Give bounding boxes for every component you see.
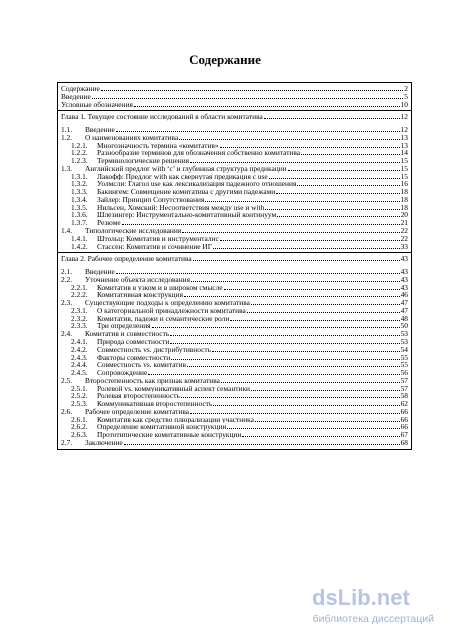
toc-entry-page: 15: [400, 172, 408, 181]
toc-dot-leader: [152, 327, 400, 328]
toc-dot-leader: [269, 178, 400, 179]
toc-entry-page: 66: [400, 407, 408, 416]
toc-entry[interactable]: [61, 431, 408, 439]
toc-dot-leader: [124, 444, 400, 445]
toc-entry-number: 1.3.: [61, 164, 73, 173]
toc-entry-page: 2: [404, 85, 408, 93]
toc-dot-leader: [221, 382, 400, 383]
toc-entry-label: Существующие подходы к определению комитатива: [85, 299, 250, 307]
toc-entry-number: 1.3.1.: [71, 172, 88, 181]
toc-entry-label: Уолмсли: Глагол use как лексикализация падежного отношения: [97, 180, 297, 189]
toc-entry-number: 2.4.3.: [71, 353, 88, 362]
toc-entry-number: 2.6.3.: [71, 431, 88, 439]
toc-entry-label: Введение: [85, 268, 115, 276]
toc-entry-label: Комитатив в узком и в широком смысле: [97, 283, 223, 292]
toc-entry[interactable]: [61, 149, 408, 157]
toc-entry[interactable]: [61, 101, 408, 109]
toc-entry-page: 33: [400, 242, 408, 251]
toc-dot-leader: [101, 90, 404, 91]
toc-entry-number: 2.1.: [61, 268, 73, 276]
toc-dot-leader: [148, 374, 399, 375]
toc-dot-leader: [179, 139, 399, 140]
toc-dot-leader: [251, 390, 400, 391]
toc-dot-leader: [230, 320, 399, 321]
toc-entry-page: 55: [400, 361, 408, 370]
toc-entry[interactable]: [61, 211, 408, 219]
chapter2-list: [58, 253, 411, 448]
toc-entry-label: Ролевая второстепенность: [97, 392, 180, 401]
toc-entry-number: 1.3.3.: [71, 188, 88, 196]
toc-entry-number: 2.6.1.: [71, 415, 88, 424]
toc-entry-number: 2.6.: [61, 407, 73, 416]
toc-entry-number: 2.3.2.: [71, 314, 88, 323]
toc-entry-label: Введение: [61, 92, 91, 101]
toc-entry-number: 2.5.3.: [71, 400, 88, 408]
toc-dot-leader: [171, 359, 399, 360]
toc-entry-page: 15: [400, 157, 408, 165]
toc-entry-page: 13: [400, 133, 408, 142]
toc-entry-number: 2.2.2.: [71, 291, 88, 300]
table-of-contents: [57, 82, 412, 450]
toc-dot-leader: [247, 312, 400, 313]
toc-dot-leader: [220, 240, 400, 241]
toc-entry-label: Совместность vs. дистрибутивность: [97, 345, 211, 354]
toc-entry[interactable]: [61, 369, 408, 377]
toc-entry[interactable]: [61, 408, 408, 416]
toc-entry-number: 2.4.2.: [71, 345, 88, 354]
toc-entry-label: Резюме: [97, 219, 121, 228]
toc-entry[interactable]: [61, 291, 408, 299]
toc-dot-leader: [170, 343, 399, 344]
toc-dot-leader: [191, 281, 400, 282]
toc-entry-label: Коммуникативная второстепенность: [97, 400, 213, 408]
toc-entry-page: 5: [404, 92, 408, 101]
toc-entry-page: 20: [400, 211, 408, 220]
toc-entry[interactable]: [61, 416, 408, 424]
toc-entry-number: 2.4.5.: [71, 369, 88, 377]
toc-entry-label: Стассен: Комитатив и сочинение ИГ: [97, 242, 213, 251]
toc-entry-number: 1.4.: [61, 227, 73, 235]
toc-entry-page: 53: [400, 337, 408, 346]
toc-entry-number: 1.3.4.: [71, 195, 88, 204]
toc-entry[interactable]: [61, 330, 408, 338]
toc-entry-page: 12: [400, 113, 408, 122]
toc-entry-number: 2.2.: [61, 275, 73, 284]
toc-entry-page: 15: [400, 164, 408, 173]
toc-dot-leader: [190, 162, 400, 163]
toc-entry-label: Глава 2. Рабочее определение комитатива: [61, 255, 192, 264]
toc-entry[interactable]: [61, 157, 408, 165]
toc-entry-page: 12: [400, 126, 408, 134]
toc-entry-page: 57: [400, 376, 408, 385]
toc-entry-page: 13: [400, 141, 408, 150]
toc-entry-label: Содержание: [61, 85, 100, 93]
toc-entry[interactable]: [61, 276, 408, 284]
toc-entry-number: 1.2.2.: [71, 149, 88, 158]
toc-entry-number: 2.3.1.: [71, 306, 88, 315]
toc-entry-number: 2.4.4.: [71, 361, 88, 370]
toc-entry-page: 55: [400, 353, 408, 362]
toc-entry-number: 1.2.1.: [71, 141, 88, 150]
toc-entry-label: Английский предлог with ‘с’ и глубинная структура предикации: [85, 164, 287, 173]
toc-entry[interactable]: [61, 243, 408, 251]
toc-entry-page: 43: [400, 275, 408, 284]
toc-entry-page: 68: [400, 438, 408, 447]
toc-entry[interactable]: [61, 439, 408, 447]
toc-entry-page: 66: [400, 415, 408, 424]
toc-entry[interactable]: [61, 204, 408, 212]
toc-entry-label: Условные обозначения: [61, 100, 133, 109]
toc-dot-leader: [301, 154, 400, 155]
toc-entry-page: 50: [400, 322, 408, 331]
toc-dot-leader: [288, 170, 400, 171]
toc-entry[interactable]: [61, 255, 408, 263]
chapter1-list: [58, 111, 411, 252]
toc-entry-label: Шлезингер: Инструментально-комитативный континуум: [97, 211, 277, 220]
toc-dot-leader: [181, 397, 400, 398]
toc-entry-number: 1.3.7.: [71, 219, 88, 228]
toc-entry[interactable]: [61, 377, 408, 385]
toc-entry-page: 67: [400, 431, 408, 439]
toc-entry-number: 1.4.1.: [71, 234, 88, 243]
toc-entry[interactable]: [61, 93, 408, 101]
toc-entry[interactable]: [61, 385, 408, 393]
toc-entry-page: 47: [400, 299, 408, 307]
toc-dot-leader: [276, 193, 399, 194]
toc-entry-page: 18: [400, 203, 408, 212]
toc-entry-number: 1.3.2.: [71, 180, 88, 189]
toc-entry-label: Зайлер: Принцип Сопутствования: [97, 195, 205, 204]
toc-entry-label: Терминологические решения: [97, 157, 190, 165]
toc-entry[interactable]: [61, 268, 408, 276]
toc-entry-page: 54: [400, 345, 408, 354]
toc-entry[interactable]: [61, 423, 408, 431]
toc-dot-leader: [122, 224, 400, 225]
toc-entry-number: 2.3.: [61, 299, 73, 307]
toc-entry-number: 2.5.: [61, 376, 73, 385]
toc-entry-number: 1.4.2.: [71, 242, 88, 251]
toc-entry-label: Три определения: [97, 322, 151, 331]
toc-entry-number: 2.2.1.: [71, 283, 88, 292]
toc-dot-leader: [227, 428, 399, 429]
toc-entry-page: 43: [400, 255, 408, 264]
toc-entry-number: 2.5.1.: [71, 384, 88, 393]
toc-dot-leader: [297, 185, 399, 186]
toc-entry-page: 57: [400, 384, 408, 393]
toc-entry[interactable]: [61, 134, 408, 142]
toc-dot-leader: [116, 273, 400, 274]
toc-entry-page: 43: [400, 268, 408, 276]
toc-entry[interactable]: [61, 299, 408, 307]
toc-dot-leader: [92, 98, 404, 99]
toc-entry-label: Факторы совместности: [97, 353, 171, 362]
toc-entry-label: Уточнение объекта исследования: [85, 275, 190, 284]
toc-entry-number: 1.3.6.: [71, 211, 88, 220]
toc-dot-leader: [205, 201, 399, 202]
toc-entry[interactable]: [61, 165, 408, 173]
toc-dot-leader: [116, 131, 400, 132]
toc-entry[interactable]: [61, 322, 408, 330]
toc-entry-page: 14: [400, 149, 408, 158]
toc-entry-page: 62: [400, 400, 408, 408]
toc-entry-label: Определение комитативной конструкции: [97, 423, 227, 432]
toc-entry-number: 2.6.2.: [71, 423, 88, 432]
toc-entry[interactable]: [61, 354, 408, 362]
toc-entry-page: 53: [400, 330, 408, 338]
toc-entry-label: Ролевой vs. коммуникативный аспект семантики: [97, 384, 251, 393]
toc-entry[interactable]: [61, 338, 408, 346]
toc-dot-leader: [277, 216, 399, 217]
toc-entry-number: 1.1.: [61, 126, 73, 134]
front-matter-list: [58, 83, 411, 110]
toc-dot-leader: [212, 351, 400, 352]
toc-entry-number: 2.5.2.: [71, 392, 88, 401]
page-title: Содержание: [189, 52, 261, 67]
toc-entry-label: О категориальной принадлежности комитатива: [97, 306, 246, 315]
toc-entry-page: 22: [400, 227, 408, 235]
toc-dot-leader: [264, 118, 400, 119]
toc-entry-label: Комитатив как средство плюрализации участника: [97, 415, 254, 424]
toc-entry-page: 18: [400, 188, 408, 196]
toc-entry-label: Глава 1. Текущее состояние исследований в области комитатива: [61, 113, 263, 122]
toc-entry-page: 22: [400, 234, 408, 243]
toc-entry[interactable]: [61, 361, 408, 369]
toc-entry-page: 16: [400, 180, 408, 189]
toc-entry-label: Второстепенность как признак комитатива: [85, 376, 220, 385]
toc-entry-number: 1.2.: [61, 133, 73, 142]
toc-entry-label: Комитативная конструкция: [97, 291, 183, 300]
toc-dot-leader: [242, 436, 399, 437]
toc-entry[interactable]: [61, 284, 408, 292]
toc-entry[interactable]: [61, 219, 408, 227]
toc-dot-leader: [213, 405, 399, 406]
toc-entry-label: Комитатив и совместность: [85, 330, 170, 338]
toc-entry[interactable]: [61, 392, 408, 400]
toc-entry-label: Типологические исследования: [85, 227, 182, 235]
toc-entry-label: О наименованиях комитатива: [85, 133, 179, 142]
toc-entry-label: Бакингем: Совмещение комитатива с другими падежами: [97, 188, 276, 196]
toc-entry-number: 1.2.3.: [71, 157, 88, 165]
toc-entry-page: 58: [400, 392, 408, 401]
toc-entry[interactable]: [61, 85, 408, 93]
toc-entry-label: Комитатив, падежи и семантические роли: [97, 314, 230, 323]
toc-entry-page: 48: [400, 314, 408, 323]
toc-entry[interactable]: [61, 180, 408, 188]
toc-entry-number: 2.4.1.: [71, 337, 88, 346]
toc-entry-label: Рабочее определение комитатива: [85, 407, 190, 416]
toc-entry[interactable]: [61, 227, 408, 235]
toc-entry[interactable]: [61, 113, 408, 121]
toc-entry[interactable]: [61, 173, 408, 181]
toc-dot-leader: [170, 335, 399, 336]
toc-entry-page: 18: [400, 195, 408, 204]
toc-dot-leader: [190, 413, 400, 414]
toc-entry[interactable]: [61, 346, 408, 354]
toc-entry-label: Многозначность термина «комитатив»: [97, 141, 219, 150]
toc-entry[interactable]: [61, 196, 408, 204]
toc-entry-number: 2.4.: [61, 330, 73, 338]
toc-entry-label: Совместность vs. комитатив: [97, 361, 186, 370]
toc-entry-page: 47: [400, 306, 408, 315]
toc-entry[interactable]: [61, 315, 408, 323]
toc-entry[interactable]: [61, 235, 408, 243]
toc-dot-leader: [193, 260, 400, 261]
watermark: [306, 583, 436, 627]
toc-entry-page: 46: [400, 291, 408, 300]
toc-dot-leader: [184, 296, 400, 297]
toc-dot-leader: [182, 232, 399, 233]
toc-entry-page: 21: [400, 219, 408, 228]
toc-entry-number: 2.3.3.: [71, 322, 88, 331]
toc-entry-label: Штольц: Комитатив и инструменталис: [97, 234, 219, 243]
toc-entry-label: Нильсен, Хомский: Несоответствия между use и with: [97, 203, 265, 212]
toc-entry[interactable]: [61, 188, 408, 196]
toc-dot-leader: [187, 366, 400, 367]
toc-entry-label: Природа совместности: [97, 337, 170, 346]
toc-entry-page: 56: [400, 369, 408, 377]
toc-entry-page: 43: [400, 283, 408, 292]
toc-entry-label: Прототипические комитативные конструкции: [97, 431, 242, 439]
toc-entry-label: Лакофф: Предлог with как свернутая предикация с use: [97, 172, 268, 181]
watermark-logo-text: dsLib.net: [312, 585, 410, 610]
toc-entry[interactable]: [61, 400, 408, 408]
toc-dot-leader: [251, 304, 400, 305]
watermark-logo: [306, 583, 436, 613]
toc-dot-leader: [255, 421, 400, 422]
toc-entry[interactable]: [61, 142, 408, 150]
toc-entry[interactable]: [61, 307, 408, 315]
toc-dot-leader: [265, 209, 399, 210]
toc-dot-leader: [224, 289, 400, 290]
toc-dot-leader: [220, 147, 400, 148]
toc-entry-label: Введение: [85, 126, 115, 134]
toc-entry-label: Разнообразие терминов для обозначения собственно комитатива: [97, 149, 301, 158]
toc-entry-label: Заключение: [85, 438, 123, 447]
toc-entry-label: Сопровождение: [97, 369, 148, 377]
toc-table: [57, 82, 412, 450]
toc-entry-page: 10: [400, 100, 408, 109]
toc-entry-number: 1.3.5.: [71, 203, 88, 212]
toc-entry-page: 66: [400, 423, 408, 432]
toc-entry-number: 2.7.: [61, 438, 73, 447]
toc-dot-leader: [213, 248, 400, 249]
watermark-tagline: библиотека диссертаций: [312, 613, 434, 625]
toc-dot-leader: [134, 106, 400, 107]
toc-entry[interactable]: [61, 126, 408, 134]
